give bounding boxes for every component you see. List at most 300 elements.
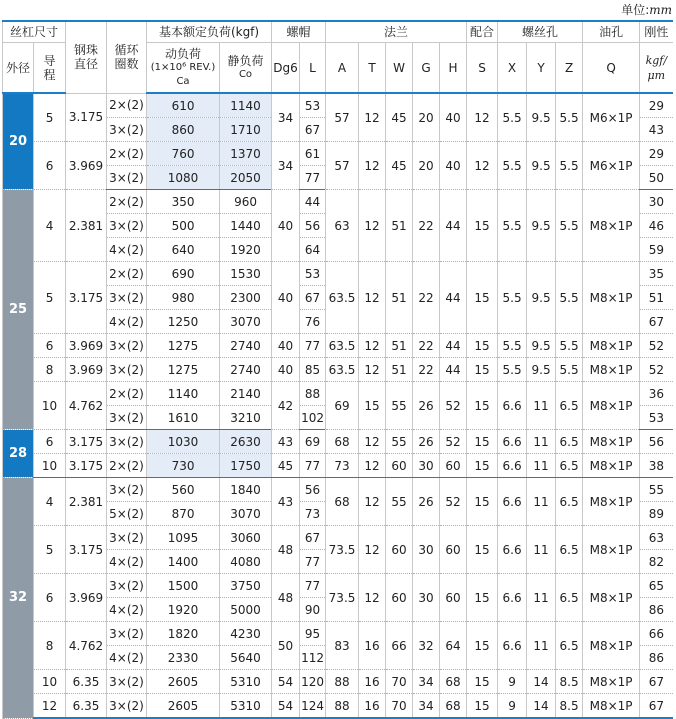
flange-a-cell: 57 xyxy=(326,93,359,142)
nut-l-cell: 77 xyxy=(300,334,326,358)
hole-x-cell: 6.6 xyxy=(498,430,527,454)
flange-h-cell: 44 xyxy=(440,190,467,262)
oil-hole-q-cell: M6×1P xyxy=(583,142,640,190)
table-row xyxy=(3,262,673,286)
hole-z-cell: 5.5 xyxy=(556,93,583,142)
dynamic-load-cell: 1610 xyxy=(147,406,220,430)
rigidity-cell: 29 xyxy=(640,142,673,166)
circuits-cell: 4×(2) xyxy=(107,646,147,670)
flange-g-cell: 22 xyxy=(413,334,440,358)
rigidity-unit-top: kgf/ xyxy=(645,53,668,67)
dynamic-load-cell: 1250 xyxy=(147,310,220,334)
fit-s-cell: 15 xyxy=(467,358,498,382)
static-load-cell: 1710 xyxy=(220,118,272,142)
static-load-label: 静负荷 xyxy=(227,53,264,68)
flange-t-cell: 15 xyxy=(359,382,386,430)
flange-a-cell: 69 xyxy=(326,382,359,430)
unit-label: 单位: xyxy=(621,3,650,17)
flange-a-cell: 68 xyxy=(326,430,359,454)
circuits-cell: 4×(2) xyxy=(107,550,147,574)
fit-s-cell: 15 xyxy=(467,574,498,622)
flange-a-cell: 83 xyxy=(326,622,359,670)
unit-value: mm xyxy=(649,3,672,17)
unit-note xyxy=(621,0,672,20)
table-row xyxy=(3,190,673,214)
flange-w-cell: 51 xyxy=(386,334,413,358)
flange-t-cell: 12 xyxy=(359,262,386,334)
flange-w-cell: 55 xyxy=(386,430,413,454)
circuits-cell: 2×(2) xyxy=(107,382,147,406)
oil-hole-q-cell: M8×1P xyxy=(583,430,640,454)
outer-diameter-cell: 20 xyxy=(3,93,34,190)
fit-s-cell: 15 xyxy=(467,430,498,454)
hole-y-cell: 9.5 xyxy=(527,93,556,142)
dynamic-load-cell: 870 xyxy=(147,502,220,526)
flange-h-cell: 68 xyxy=(440,670,467,694)
fit-s-cell: 15 xyxy=(467,526,498,574)
flange-g-cell: 26 xyxy=(413,478,440,526)
col-t: T xyxy=(359,43,386,94)
flange-t-cell: 12 xyxy=(359,478,386,526)
static-load-cell: 5310 xyxy=(220,670,272,694)
col-dg6: Dg6 xyxy=(272,43,300,94)
fit-s-cell: 12 xyxy=(467,93,498,142)
fit-s-cell: 15 xyxy=(467,334,498,358)
static-load-cell: 2050 xyxy=(220,166,272,190)
nut-l-cell: 56 xyxy=(300,214,326,238)
ball-diameter-cell: 3.175 xyxy=(66,430,107,454)
col-rigidity: 刚性 xyxy=(640,21,673,43)
hole-y-cell: 11 xyxy=(527,574,556,622)
flange-h-cell: 40 xyxy=(440,93,467,142)
rigidity-cell: 55 xyxy=(640,478,673,502)
hole-x-cell: 6.6 xyxy=(498,622,527,670)
lead-cell: 6 xyxy=(34,574,66,622)
nut-dg6-cell: 42 xyxy=(272,382,300,430)
rigidity-cell: 86 xyxy=(640,598,673,622)
ball-diameter-cell: 2.381 xyxy=(66,190,107,262)
hole-z-cell: 5.5 xyxy=(556,358,583,382)
flange-h-cell: 68 xyxy=(440,694,467,719)
static-load-cell: 1370 xyxy=(220,142,272,166)
nut-l-cell: 73 xyxy=(300,502,326,526)
oil-hole-q-cell: M8×1P xyxy=(583,262,640,334)
nut-dg6-cell: 48 xyxy=(272,574,300,622)
col-x: X xyxy=(498,43,527,94)
flange-w-cell: 55 xyxy=(386,478,413,526)
circuits-cell: 3×(2) xyxy=(107,670,147,694)
rigidity-cell: 30 xyxy=(640,190,673,214)
fit-s-cell: 12 xyxy=(467,142,498,190)
dynamic-load-cell: 610 xyxy=(147,93,220,118)
dynamic-load-cell: 1095 xyxy=(147,526,220,550)
flange-g-cell: 30 xyxy=(413,526,440,574)
circuits-cell: 3×(2) xyxy=(107,694,147,719)
oil-hole-q-cell: M8×1P xyxy=(583,622,640,670)
ball-diameter-cell: 3.175 xyxy=(66,526,107,574)
circuits-cell: 3×(2) xyxy=(107,430,147,454)
circuits-cell: 3×(2) xyxy=(107,478,147,502)
flange-w-cell: 60 xyxy=(386,574,413,622)
rigidity-cell: 35 xyxy=(640,262,673,286)
col-g: G xyxy=(413,43,440,94)
oil-hole-q-cell: M8×1P xyxy=(583,190,640,262)
dynamic-load-cell: 2605 xyxy=(147,670,220,694)
fit-s-cell: 15 xyxy=(467,694,498,719)
lead-cell: 5 xyxy=(34,526,66,574)
hole-z-cell: 5.5 xyxy=(556,334,583,358)
hole-x-cell: 6.6 xyxy=(498,478,527,526)
hole-y-cell: 14 xyxy=(527,694,556,719)
table-row xyxy=(3,334,673,358)
oil-hole-q-cell: M8×1P xyxy=(583,694,640,719)
flange-w-cell: 51 xyxy=(386,190,413,262)
flange-t-cell: 16 xyxy=(359,694,386,719)
static-load-cell: 1530 xyxy=(220,262,272,286)
flange-h-cell: 44 xyxy=(440,358,467,382)
nut-l-cell: 69 xyxy=(300,430,326,454)
ball-diameter-cell: 3.969 xyxy=(66,334,107,358)
flange-h-cell: 52 xyxy=(440,430,467,454)
flange-g-cell: 30 xyxy=(413,574,440,622)
flange-t-cell: 12 xyxy=(359,190,386,262)
circuits-cell: 2×(2) xyxy=(107,454,147,478)
dynamic-load-cell: 1080 xyxy=(147,166,220,190)
rigidity-cell: 53 xyxy=(640,406,673,430)
hole-z-cell: 6.5 xyxy=(556,574,583,622)
nut-dg6-cell: 34 xyxy=(272,142,300,190)
flange-h-cell: 40 xyxy=(440,142,467,190)
col-nut: 螺帽 xyxy=(272,21,326,43)
rigidity-cell: 63 xyxy=(640,526,673,550)
table-row xyxy=(3,526,673,550)
flange-h-cell: 52 xyxy=(440,382,467,430)
nut-l-cell: 95 xyxy=(300,622,326,646)
lead-cell: 12 xyxy=(34,694,66,719)
nut-l-cell: 90 xyxy=(300,598,326,622)
dynamic-load-cell: 690 xyxy=(147,262,220,286)
ball-diameter-cell: 2.381 xyxy=(66,478,107,526)
hole-z-cell: 6.5 xyxy=(556,478,583,526)
hole-x-cell: 6.6 xyxy=(498,382,527,430)
lead-cell: 5 xyxy=(34,93,66,142)
flange-a-cell: 63.5 xyxy=(326,262,359,334)
flange-h-cell: 64 xyxy=(440,622,467,670)
hole-z-cell: 6.5 xyxy=(556,430,583,454)
rigidity-cell: 89 xyxy=(640,502,673,526)
circuits-cell: 3×(2) xyxy=(107,214,147,238)
flange-g-cell: 22 xyxy=(413,190,440,262)
static-load-cell: 2300 xyxy=(220,286,272,310)
nut-dg6-cell: 40 xyxy=(272,358,300,382)
circuits-cell: 4×(2) xyxy=(107,310,147,334)
ball-diameter-cell: 3.969 xyxy=(66,358,107,382)
hole-x-cell: 5.5 xyxy=(498,190,527,262)
circuits-cell: 2×(2) xyxy=(107,142,147,166)
col-l: L xyxy=(300,43,326,94)
hole-y-cell: 9.5 xyxy=(527,142,556,190)
hole-y-cell: 11 xyxy=(527,478,556,526)
flange-w-cell: 60 xyxy=(386,526,413,574)
flange-w-cell: 45 xyxy=(386,142,413,190)
flange-a-cell: 57 xyxy=(326,142,359,190)
hole-y-cell: 9.5 xyxy=(527,358,556,382)
dynamic-load-sub: (1×10⁶ REV.) xyxy=(150,61,216,73)
flange-a-cell: 73.5 xyxy=(326,526,359,574)
flange-g-cell: 26 xyxy=(413,430,440,454)
oil-hole-q-cell: M8×1P xyxy=(583,574,640,622)
ball-diameter-cell: 3.969 xyxy=(66,574,107,622)
ball-diameter-cell: 6.35 xyxy=(66,694,107,719)
flange-t-cell: 12 xyxy=(359,142,386,190)
hole-z-cell: 5.5 xyxy=(556,262,583,334)
nut-l-cell: 44 xyxy=(300,190,326,214)
dynamic-load-cell: 1030 xyxy=(147,430,220,454)
ball-diameter-cell: 6.35 xyxy=(66,670,107,694)
dynamic-load-cell: 2330 xyxy=(147,646,220,670)
dynamic-load-cell: 640 xyxy=(147,238,220,262)
hole-y-cell: 11 xyxy=(527,382,556,430)
flange-a-cell: 63.5 xyxy=(326,334,359,358)
nut-l-cell: 67 xyxy=(300,118,326,142)
dynamic-load-cell: 980 xyxy=(147,286,220,310)
flange-h-cell: 52 xyxy=(440,478,467,526)
outer-diameter-cell: 25 xyxy=(3,190,34,430)
flange-a-cell: 63 xyxy=(326,190,359,262)
ball-diameter-cell: 4.762 xyxy=(66,622,107,670)
flange-a-cell: 73.5 xyxy=(326,574,359,622)
circuits-cell: 3×(2) xyxy=(107,574,147,598)
hole-x-cell: 5.5 xyxy=(498,93,527,142)
circuits-cell: 3×(2) xyxy=(107,166,147,190)
nut-l-cell: 61 xyxy=(300,142,326,166)
dynamic-load-cell: 1500 xyxy=(147,574,220,598)
circuits-cell: 3×(2) xyxy=(107,358,147,382)
flange-w-cell: 60 xyxy=(386,454,413,478)
nut-l-cell: 77 xyxy=(300,166,326,190)
flange-g-cell: 20 xyxy=(413,93,440,142)
flange-g-cell: 20 xyxy=(413,142,440,190)
circuits-cell: 3×(2) xyxy=(107,118,147,142)
lead-cell: 10 xyxy=(34,670,66,694)
hole-x-cell: 9 xyxy=(498,694,527,719)
rigidity-cell: 52 xyxy=(640,334,673,358)
rigidity-cell: 67 xyxy=(640,670,673,694)
hole-x-cell: 5.5 xyxy=(498,358,527,382)
hole-x-cell: 5.5 xyxy=(498,334,527,358)
col-screw-size: 丝杠尺寸 xyxy=(3,21,66,43)
circuits-cell: 3×(2) xyxy=(107,286,147,310)
flange-t-cell: 16 xyxy=(359,670,386,694)
static-load-cell: 2140 xyxy=(220,382,272,406)
flange-w-cell: 66 xyxy=(386,622,413,670)
rigidity-cell: 36 xyxy=(640,382,673,406)
lead-cell: 6 xyxy=(34,334,66,358)
col-static-load xyxy=(220,43,272,94)
hole-x-cell: 6.6 xyxy=(498,454,527,478)
oil-hole-q-cell: M8×1P xyxy=(583,478,640,526)
ball-diameter-cell: 3.969 xyxy=(66,142,107,190)
col-fit: 配合 xyxy=(467,21,498,43)
dynamic-load-cell: 500 xyxy=(147,214,220,238)
col-q: Q xyxy=(583,43,640,94)
ball-diameter-cell: 3.175 xyxy=(66,454,107,478)
col-load-rating: 基本额定负荷(kgf) xyxy=(147,21,272,43)
flange-w-cell: 55 xyxy=(386,382,413,430)
dynamic-load-cell: 860 xyxy=(147,118,220,142)
lead-cell: 10 xyxy=(34,454,66,478)
static-load-cell: 2740 xyxy=(220,358,272,382)
dynamic-load-cell: 1140 xyxy=(147,382,220,406)
oil-hole-q-cell: M6×1P xyxy=(583,93,640,142)
lead-cell: 8 xyxy=(34,622,66,670)
rigidity-cell: 82 xyxy=(640,550,673,574)
rigidity-cell: 86 xyxy=(640,646,673,670)
fit-s-cell: 15 xyxy=(467,478,498,526)
rigidity-cell: 65 xyxy=(640,574,673,598)
static-load-cell: 3060 xyxy=(220,526,272,550)
rigidity-cell: 59 xyxy=(640,238,673,262)
header-row-1 xyxy=(3,21,673,43)
nut-l-cell: 77 xyxy=(300,454,326,478)
nut-dg6-cell: 54 xyxy=(272,670,300,694)
static-load-cell: 5310 xyxy=(220,694,272,719)
table-row xyxy=(3,478,673,502)
circuits-cell: 3×(2) xyxy=(107,406,147,430)
table-row xyxy=(3,358,673,382)
hole-y-cell: 14 xyxy=(527,670,556,694)
nut-dg6-cell: 48 xyxy=(272,526,300,574)
static-load-cell: 4230 xyxy=(220,622,272,646)
oil-hole-q-cell: M8×1P xyxy=(583,526,640,574)
nut-dg6-cell: 45 xyxy=(272,454,300,478)
flange-t-cell: 12 xyxy=(359,574,386,622)
flange-g-cell: 22 xyxy=(413,358,440,382)
hole-z-cell: 6.5 xyxy=(556,382,583,430)
ball-diameter-cell: 3.175 xyxy=(66,93,107,142)
flange-w-cell: 51 xyxy=(386,262,413,334)
lead-cell: 4 xyxy=(34,478,66,526)
nut-l-cell: 53 xyxy=(300,93,326,118)
fit-s-cell: 15 xyxy=(467,382,498,430)
lead-cell: 10 xyxy=(34,382,66,430)
nut-dg6-cell: 40 xyxy=(272,334,300,358)
static-load-cell: 1840 xyxy=(220,478,272,502)
fit-s-cell: 15 xyxy=(467,262,498,334)
lead-label: 导程 xyxy=(43,53,56,82)
table-row xyxy=(3,694,673,719)
col-w: W xyxy=(386,43,413,94)
lead-cell: 6 xyxy=(34,430,66,454)
rigidity-cell: 67 xyxy=(640,310,673,334)
lead-cell: 4 xyxy=(34,190,66,262)
fit-s-cell: 15 xyxy=(467,622,498,670)
dynamic-load-cell: 1275 xyxy=(147,334,220,358)
dynamic-load-cell: 1275 xyxy=(147,358,220,382)
flange-w-cell: 70 xyxy=(386,694,413,719)
flange-t-cell: 12 xyxy=(359,334,386,358)
nut-l-cell: 120 xyxy=(300,670,326,694)
nut-l-cell: 112 xyxy=(300,646,326,670)
flange-h-cell: 44 xyxy=(440,334,467,358)
nut-l-cell: 88 xyxy=(300,382,326,406)
hole-z-cell: 8.5 xyxy=(556,694,583,719)
rigidity-cell: 43 xyxy=(640,118,673,142)
flange-g-cell: 34 xyxy=(413,670,440,694)
nut-dg6-cell: 43 xyxy=(272,478,300,526)
flange-h-cell: 60 xyxy=(440,574,467,622)
hole-y-cell: 9.5 xyxy=(527,262,556,334)
flange-w-cell: 51 xyxy=(386,358,413,382)
rigidity-cell: 38 xyxy=(640,454,673,478)
col-rigidity-unit xyxy=(640,43,673,94)
circuits-cell: 2×(2) xyxy=(107,93,147,118)
rigidity-cell: 67 xyxy=(640,694,673,719)
col-oil-hole: 油孔 xyxy=(583,21,640,43)
circuits-cell: 2×(2) xyxy=(107,190,147,214)
flange-t-cell: 12 xyxy=(359,430,386,454)
circuits-cell: 3×(2) xyxy=(107,622,147,646)
static-load-cell: 5640 xyxy=(220,646,272,670)
static-load-cell: 1140 xyxy=(220,93,272,118)
hole-z-cell: 5.5 xyxy=(556,142,583,190)
col-outer-diameter: 外径 xyxy=(3,43,34,94)
hole-y-cell: 11 xyxy=(527,430,556,454)
flange-g-cell: 30 xyxy=(413,454,440,478)
flange-t-cell: 12 xyxy=(359,454,386,478)
oil-hole-q-cell: M8×1P xyxy=(583,382,640,430)
dynamic-load-cell: 1400 xyxy=(147,550,220,574)
hole-y-cell: 11 xyxy=(527,526,556,574)
rigidity-cell: 46 xyxy=(640,214,673,238)
dynamic-load-cell: 2605 xyxy=(147,694,220,719)
fit-s-cell: 15 xyxy=(467,670,498,694)
nut-dg6-cell: 34 xyxy=(272,93,300,142)
flange-g-cell: 34 xyxy=(413,694,440,719)
flange-g-cell: 32 xyxy=(413,622,440,670)
flange-w-cell: 70 xyxy=(386,670,413,694)
rigidity-cell: 29 xyxy=(640,93,673,118)
rigidity-cell: 66 xyxy=(640,622,673,646)
nut-l-cell: 67 xyxy=(300,286,326,310)
nut-dg6-cell: 40 xyxy=(272,190,300,262)
flange-a-cell: 63.5 xyxy=(326,358,359,382)
nut-l-cell: 102 xyxy=(300,406,326,430)
circuits-cell: 3×(2) xyxy=(107,526,147,550)
rigidity-cell: 52 xyxy=(640,358,673,382)
static-load-cell: 3070 xyxy=(220,502,272,526)
col-dynamic-load xyxy=(147,43,220,94)
oil-hole-q-cell: M8×1P xyxy=(583,334,640,358)
fit-s-cell: 15 xyxy=(467,454,498,478)
hole-y-cell: 9.5 xyxy=(527,190,556,262)
col-flange: 法兰 xyxy=(326,21,467,43)
col-y: Y xyxy=(527,43,556,94)
col-lead xyxy=(34,43,66,94)
dynamic-load-cell: 1920 xyxy=(147,598,220,622)
static-load-cell: 3210 xyxy=(220,406,272,430)
circuits-cell: 2×(2) xyxy=(107,262,147,286)
static-load-cell: 2630 xyxy=(220,430,272,454)
flange-a-cell: 68 xyxy=(326,478,359,526)
col-a: A xyxy=(326,43,359,94)
hole-z-cell: 8.5 xyxy=(556,670,583,694)
lead-cell: 8 xyxy=(34,358,66,382)
hole-x-cell: 6.6 xyxy=(498,574,527,622)
nut-dg6-cell: 43 xyxy=(272,430,300,454)
hole-y-cell: 11 xyxy=(527,622,556,670)
static-load-cell: 1440 xyxy=(220,214,272,238)
